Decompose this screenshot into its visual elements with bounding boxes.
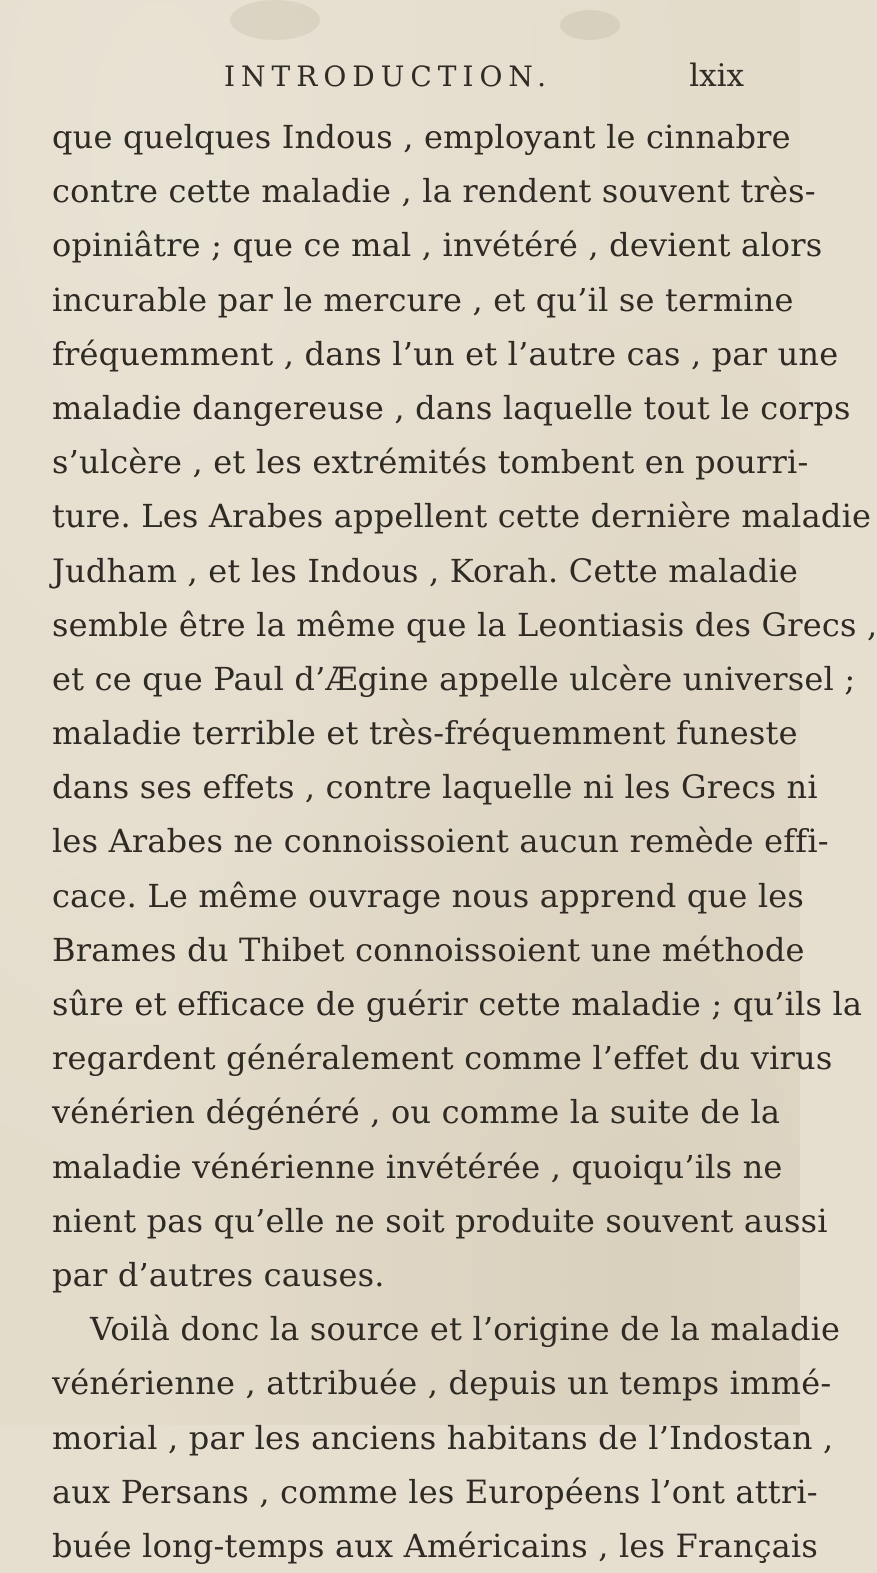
text-line: ture. Les Arabes appellent cette dernière maladie xyxy=(52,497,872,536)
text-line: les Arabes ne connoissoient aucun remède effi- xyxy=(52,822,829,861)
text-line: semble être la même que la Leontiasis des Grecs , xyxy=(52,605,877,644)
page-number: lxix xyxy=(689,58,744,94)
text-line: maladie vénérienne invétérée , quoiqu’ils ne xyxy=(52,1147,783,1186)
paper-stain xyxy=(560,10,620,40)
text-line: et ce que Paul d’Ægine appelle ulcère universel ; xyxy=(52,659,856,698)
text-line: maladie terrible et très-fréquemment funeste xyxy=(52,714,798,753)
text-line: vénérien dégénéré , ou comme la suite de la xyxy=(52,1093,781,1132)
text-line: Voilà donc la source et l’origine de la maladie xyxy=(90,1310,841,1349)
text-line: Brames du Thibet connoissoient une méthode xyxy=(52,930,805,969)
text-line: vénérienne , attribuée , depuis un temps immé- xyxy=(52,1364,832,1403)
text-line: buée long-temps aux Américains , les Français xyxy=(52,1526,818,1565)
text-line: Judham , et les Indous , Korah. Cette maladie xyxy=(52,551,799,590)
body-text xyxy=(52,110,877,1573)
text-line: morial , par les anciens habitans de l’Indostan , xyxy=(52,1418,834,1457)
text-line: fréquemment , dans l’un et l’autre cas , par une xyxy=(52,334,839,373)
text-line: maladie dangereuse , dans laquelle tout le corps xyxy=(52,388,851,427)
page-header xyxy=(224,58,744,102)
text-line: aux Persans , comme les Européens l’ont attri- xyxy=(52,1472,818,1511)
text-line: par d’autres causes. xyxy=(52,1255,385,1294)
text-line: s’ulcère , et les extrémités tombent en pourri- xyxy=(52,443,809,482)
text-line: incurable par le mercure , et qu’il se termine xyxy=(52,280,794,319)
text-line: nient pas qu’elle ne soit produite souvent aussi xyxy=(52,1201,828,1240)
paper-stain xyxy=(230,0,320,40)
text-line: dans ses effets , contre laquelle ni les Grecs ni xyxy=(52,768,818,807)
text-line: contre cette maladie , la rendent souvent très- xyxy=(52,172,816,211)
running-title: INTRODUCTION. xyxy=(224,60,553,93)
text-line: sûre et efficace de guérir cette maladie ; qu’ils la xyxy=(52,985,863,1023)
text-line: cace. Le même ouvrage nous apprend que les xyxy=(52,876,805,915)
text-line: regardent généralement comme l’effet du virus xyxy=(52,1039,833,1078)
text-line: que quelques Indous , employant le cinnabre xyxy=(52,118,791,156)
text-line: opiniâtre ; que ce mal , invétéré , devient alors xyxy=(52,226,823,265)
